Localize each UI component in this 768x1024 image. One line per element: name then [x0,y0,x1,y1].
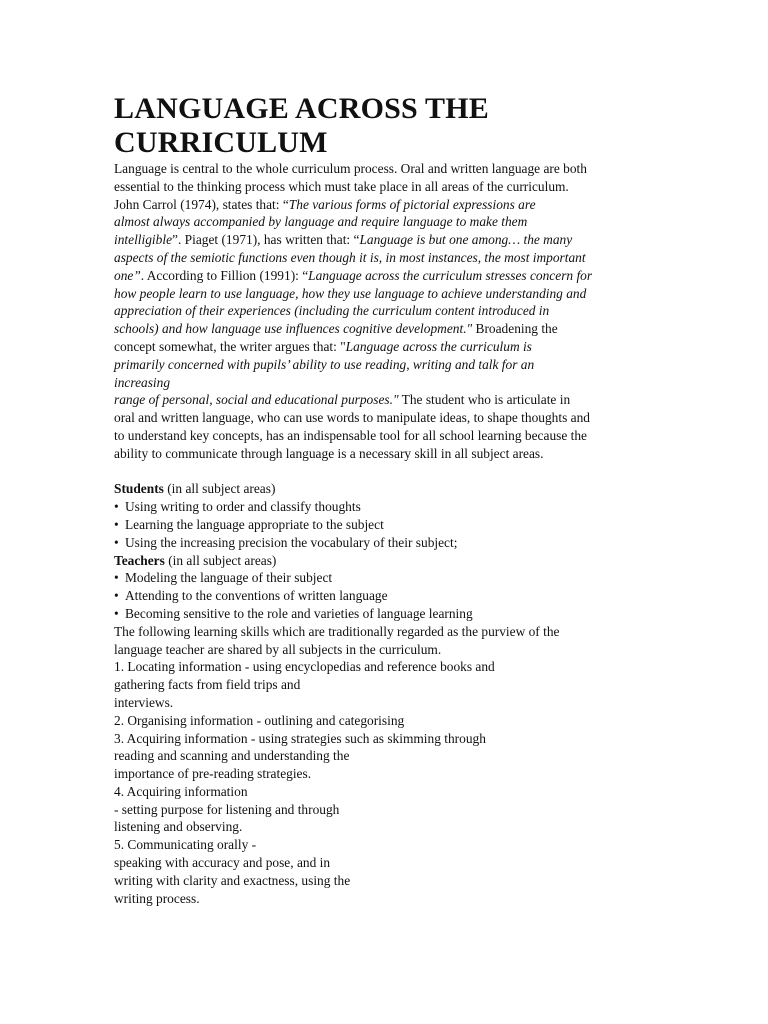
skills-line: speaking with accuracy and pose, and in [114,855,331,871]
bullet-icon: • [114,588,119,604]
quoted-text: how people learn to use language, how they use language to achieve understanding and [114,285,587,301]
document-title [114,92,654,160]
bullet-icon: • [114,516,119,532]
paragraph-line [114,178,654,196]
quoted-text: appreciation of their experiences (including the curriculum content introduced in [114,303,550,319]
paragraph-line [114,320,654,338]
bullet-icon: • [114,499,119,515]
skills-line: 4. Acquiring information [114,783,248,799]
skills-line: interviews. [114,694,174,710]
document-page [114,92,654,907]
quoted-text: one” [114,267,141,283]
paragraph-line [114,374,654,392]
bullet-icon: • [114,570,119,586]
paragraph-line [114,445,654,463]
paragraph-line [114,231,654,249]
students-list [114,498,654,551]
skills-line: listening and observing. [114,819,243,835]
skills-line: writing process. [114,890,200,906]
teachers-heading-line [114,552,654,570]
title-line-1: LANGUAGE ACROSS THE [114,92,490,125]
skills-line: writing with clarity and exactness, using the [114,872,351,888]
paragraph-line [114,391,654,409]
skills-line: 2. Organising information - outlining and categorising [114,712,405,728]
paragraph-line [114,427,654,445]
paragraph-line [114,356,654,374]
body-text: The student who is articulate in [398,392,571,408]
paragraph-line [114,338,654,356]
skills-line: 1. Locating information - using encyclopedias and reference books and [114,659,495,675]
quoted-text: schools) and how language use influences cognitive development." [114,321,473,337]
paragraph-line [114,302,654,320]
body-text: . According to Fillion (1991): “ [140,267,309,283]
skills-line: The following learning skills which are traditionally regarded as the purview of the [114,623,560,639]
quoted-text: The various forms of pictorial expressions are [288,196,536,212]
bullet-text: Using writing to order and classify thoughts [125,499,361,515]
skills-line: language teacher are shared by all subjects in the curriculum. [114,641,442,657]
students-heading-line [114,480,654,498]
paragraph-line [114,285,654,303]
title-line-2: CURRICULUM [114,126,328,159]
intro-paragraph [114,160,654,463]
skills-line: 5. Communicating orally - [114,837,257,853]
body-text: ”. Piaget (1971), has written that: “ [172,232,360,248]
bullet-text: Modeling the language of their subject [125,570,333,586]
paragraph-line [114,196,654,214]
paragraph-line [114,409,654,427]
body-text: ability to communicate through language is a necessary skill in all subject areas. [114,445,544,461]
students-heading: Students [114,481,164,497]
paragraph-line [114,213,654,231]
quoted-text: range of personal, social and educational purposes." [114,392,399,408]
quoted-text: increasing [114,374,171,390]
quoted-text: primarily concerned with pupils’ ability to use reading, writing and talk for an [114,356,535,372]
body-text: John Carrol (1974), states that: “ [114,196,289,212]
quoted-text: Language across the curriculum is [345,338,532,354]
skills-line: 3. Acquiring information - using strategies such as skimming through [114,730,486,746]
bullet-item [114,516,654,534]
paragraph-gap [114,463,654,481]
students-note: (in all subject areas) [163,481,276,497]
teachers-heading: Teachers [114,552,165,568]
body-text: essential to the thinking process which must take place in all areas of the curriculum. [114,178,569,194]
body-text: to understand key concepts, has an indispensable tool for all school learning because the [114,427,587,443]
bullet-item [114,605,654,623]
bullet-text: Learning the language appropriate to the subject [125,516,384,532]
skills-line: gathering facts from field trips and [114,677,301,693]
quoted-text: aspects of the semiotic functions even though it is, in most instances, the most important [114,249,586,265]
quoted-text: Language across the curriculum stresses concern for [308,267,593,283]
skills-line: importance of pre-reading strategies. [114,766,312,782]
body-text: Broadening the [472,321,558,337]
bullet-icon: • [114,534,119,550]
paragraph-line [114,249,654,267]
bullet-item [114,569,654,587]
teachers-list [114,569,654,622]
teachers-note: (in all subject areas) [164,552,277,568]
paragraph-line [114,160,654,178]
body-text: oral and written language, who can use words to manipulate ideas, to shape thoughts and [114,410,590,426]
bullet-text: Using the increasing precision the vocabulary of their subject; [125,534,458,550]
bullet-icon: • [114,605,119,621]
skills-line: reading and scanning and understanding the [114,748,350,764]
body-text: concept somewhat, the writer argues that: " [114,338,346,354]
skills-line: - setting purpose for listening and through [114,801,340,817]
learning-skills-section [114,623,654,908]
quoted-text: Language is but one among… the many [359,232,573,248]
bullet-text: Attending to the conventions of written language [125,588,388,604]
bullet-item [114,534,654,552]
paragraph-line [114,267,654,285]
bullet-item [114,498,654,516]
bullet-item [114,587,654,605]
body-text: Language is central to the whole curriculum process. Oral and written language are both [114,161,587,176]
quoted-text: intelligible [114,232,173,248]
bullet-text: Becoming sensitive to the role and varieties of language learning [125,605,473,621]
quoted-text: almost always accompanied by language and require language to make them [114,214,528,230]
